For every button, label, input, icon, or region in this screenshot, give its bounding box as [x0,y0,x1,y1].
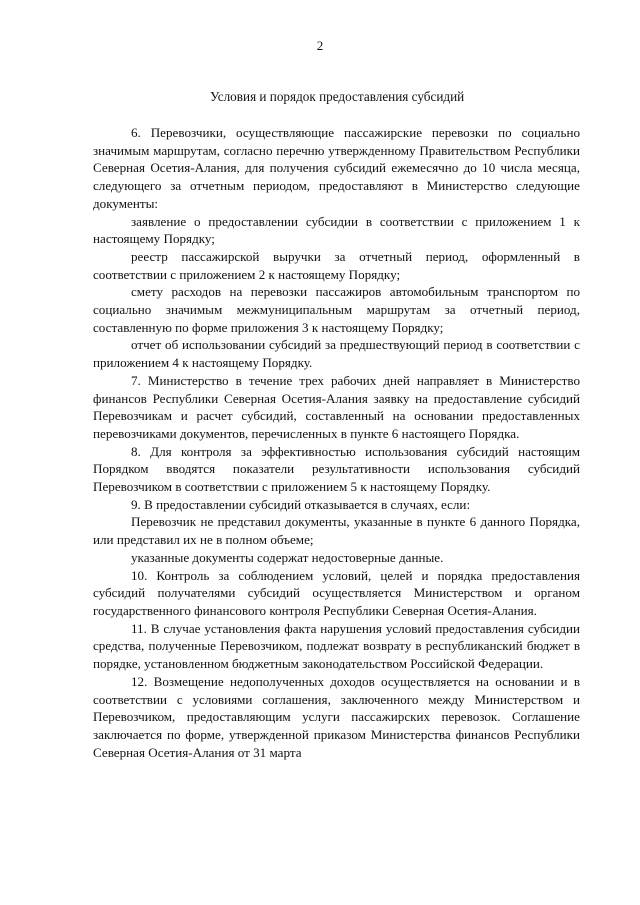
paragraph-9-item-false-data: указанные документы содержат недостоверные данные. [131,549,444,565]
paragraph-6: 6. Перевозчики, осуществляющие пассажирские перевозки по социально значимым маршрутам, согласно перечню утвержденному Правительством Республики Северная Осетия-Алания, для получения субсидий ежемесячно до 10 числа месяца, следующего за отчетным периодом, предоставляют в Министерство следующие документы: [93,125,580,211]
paragraph-12: 12. Возмещение недополученных доходов осуществляется на основании и в соответствии с условиями соглашения, заключенного между Министерством и Перевозчиком, предоставляющим услуги пассажирских перевозок. Соглашение заключается по форме, утвержденной приказом Министерства финансов Республики Северная Осетия-Алания от 31 марта [93,673,580,760]
paragraph-6-item-register: реестр пассажирской выручки за отчетный период, оформленный в соответствии с приложением 2 к настоящему Порядку; [93,248,580,282]
document-body [93,124,580,761]
paragraph-9-item-documents: Перевозчик не представил документы, указанные в пункте 6 данного Порядка, или представил их не в полном объеме; [93,514,580,548]
paragraph-9: 9. В предоставлении субсидий отказывается в случаях, если: [131,496,471,512]
page-number: 2 [316,38,324,53]
paragraph-6-item-application: заявление о предоставлении субсидии в соответствии с приложением 1 к настоящему Порядку; [93,213,580,247]
paragraph-6-item-estimate: смету расходов на перевозки пассажиров автомобильным транспортом по социально значимым межмуниципальным маршрутам за отчетный период, составленную по форме приложения 3 к настоящему Порядку; [93,284,580,335]
paragraph-6-item-report: отчет об использовании субсидий за предшествующий период в соответствии с приложением 4 к настоящему Порядку. [93,337,580,371]
paragraph-7: 7. Министерство в течение трех рабочих дней направляет в Министерство финансов Республики Северная Осетия-Алания заявку на предоставление субсидий Перевозчикам и расчет субсидий, составленный на основании предоставленных перевозчиками документов, перечисленных в пункте 6 настоящего Порядка. [93,372,580,441]
paragraph-8: 8. Для контроля за эффективностью использования субсидий настоящим Порядком вводятся показатели результативности использования субсидий Перевозчиком в соответствии с приложением 5 к настоящему Порядку. [93,443,580,495]
paragraph-10: 10. Контроль за соблюдением условий, целей и порядка предоставления субсидий получателями субсидий осуществляется Министерством и органом государственного финансового контроля Республики Северная Осетия-Алания. [93,567,580,618]
section-heading: Условия и порядок предоставления субсидий [210,89,465,104]
paragraph-11: 11. В случае установления факта нарушения условий предоставления субсидии средства, полученные Перевозчиком, подлежат возврату в республиканский бюджет в порядке, установленном бюджетным законодательством Российской Федерации. [93,620,580,672]
